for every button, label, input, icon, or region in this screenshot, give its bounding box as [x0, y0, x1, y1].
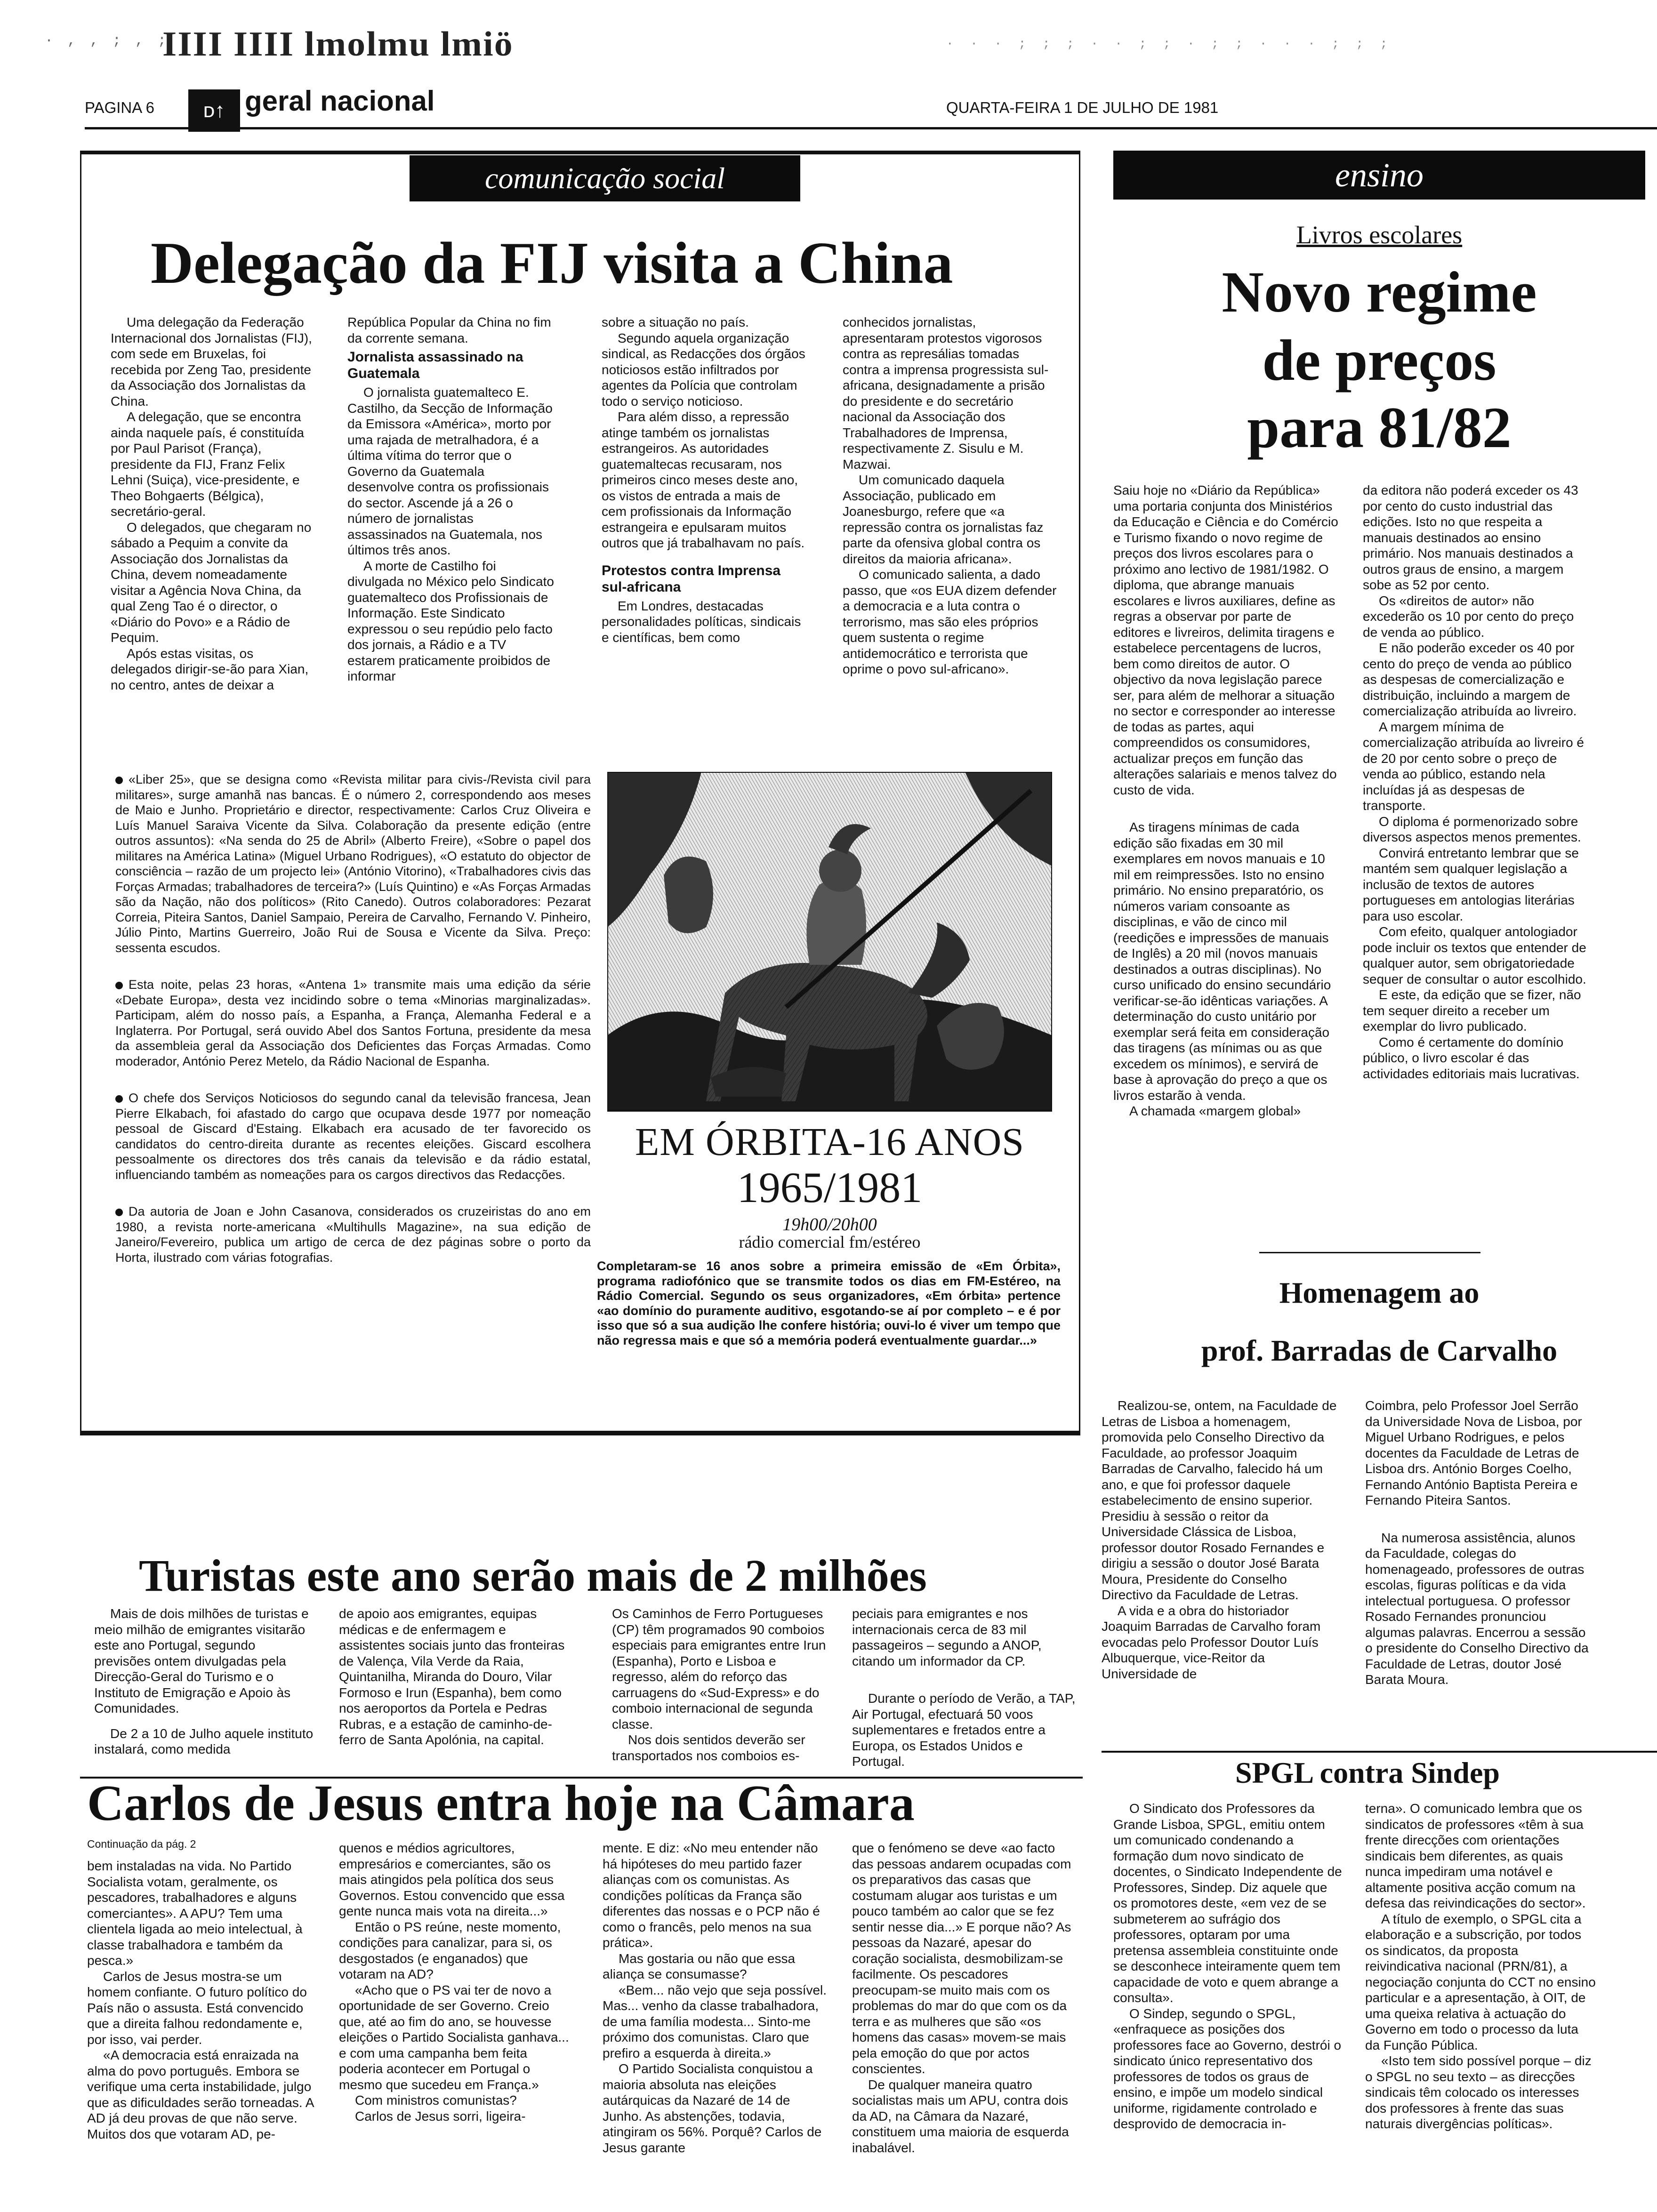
ensino-right-p: E este, da edição que se fizer, não tem sequer direito a receber um exemplar do livro publicado. — [1363, 987, 1581, 1034]
china-col3-p: Para além disso, a repressão atinge também os jornalistas estrangeiros. As autoridades guatemaltecas recusaram, nos primeiros cinco meses deste ano, os vistos de entrada a mais de cem profissionais da Informação estrangeira e epulsaram muitos outros que já trabalhavam no país. — [602, 409, 805, 550]
turistas-col-1 — [94, 1606, 315, 1757]
masthead — [0, 0, 1657, 71]
spgl-headline: SPGL contra Sindep — [1235, 1756, 1500, 1789]
carlos-col1-p: Carlos de Jesus mostra-se um homem confiante. O futuro político do País não o assusta. Está convencido que a direita falhou redondamente e, por isso, vai perder. — [87, 1969, 307, 2047]
turistas-col1-p: De 2 a 10 de Julho aquele instituto instalará, como medida — [94, 1726, 314, 1756]
china-col-2 — [347, 314, 555, 684]
ensino-headline-line1: Novo regime — [1222, 260, 1537, 324]
carlos-col2-p: quenos e médios agricultores, empresários e comerciantes, são os mais atingidos pela política dos seus Governos. Estou convencido que essa gente nunca mais vota na direita...» — [339, 1841, 565, 1918]
homenagem-left-p: A vida e a obra do historiador Joaquim Barradas de Carvalho foram evocadas pelo Professor Doutor Luís Albuquerque, vice-Reitor da Universidade de — [1102, 1603, 1321, 1681]
section-name: geral nacional — [245, 85, 435, 117]
china-col2-intro: República Popular da China no fim da corrente semana. — [347, 315, 551, 345]
spgl-right-p: A título de exemplo, o SPGL cita a elaboração e a subscrição, por todos os sindicatos, da proposta reivindicativa nacional (PRN/81), a negociação conjunta do CCT no ensino particular e a apresentação, à OIT, de uma queixa relativa à actuação do Governo em todo o processo da luta da Função Pública. — [1365, 1911, 1596, 2052]
bullet-dot — [115, 982, 123, 989]
turistas-col4-p: peciais para emigrantes e nos internacionais cerca de 83 mil passageiros – segundo a ANOP, citando um informador da CP. — [852, 1606, 1042, 1668]
orbita-station: rádio comercial fm/estéreo — [739, 1233, 921, 1251]
homenagem-headline-line1: Homenagem ao — [1279, 1276, 1480, 1309]
ensino-right-p: E não poderão exceder os 40 por cento do preço de venda ao público as despesas de comercialização e distribuição, incluindo a margem de comercialização atribuída ao livreiro. — [1363, 641, 1577, 718]
carlos-col2-p: Então o PS reúne, neste momento, condições para canalizar, para si, os desgostados (e enganados) que votaram na AD? — [339, 1919, 561, 1981]
ensino-col-right — [1363, 482, 1589, 1082]
bullet-note-casanova: Da autoria de Joan e John Casanova, considerados os cruzeiristas do ano em 1980, a revista norte-americana «Multihulls Magazine», na sua edição de Janeiro/Fevereiro, publica um artigo de cerca de dez páginas sobre o porto da Horta, ilustrado com várias fotografias. — [115, 1204, 591, 1265]
homenagem-col-right — [1365, 1398, 1591, 1688]
ensino-left-p: As tiragens mínimas de cada edição são fixadas em 30 mil exemplares em novos manuais e 10 mil em reimpressões. Isto no ensino primário. No ensino preparatório, os números variam consoante as disciplinas, e vão de cinco mil (reedições e impressões de manuais de Inglês) a 20 mil (novos manuais destinados a outras disciplinas). No curso unificado do ensino secundário verificar-se-ão idênticas variações. A determinação do custo unitário por exemplar será feita em consideração das tiragens (as mínimas ou as que excedem os mínimos), e servirá de base à aprovação do preço a que os livros estarão à venda. — [1113, 820, 1331, 1103]
spgl-right-p: terna». O comunicado lembra que os sindicatos de professores «têm à sua frente direcções com orientações sindicais bem diferentes, as quais nunca impediram uma notável e altamente positiva acção comum na defesa das reivindicações do sector». — [1365, 1801, 1586, 1910]
bullet-note-elkabach: O chefe dos Serviços Noticiosos do segundo canal da televisão francesa, Jean Pierre Elkabach, foi afastado do cargo que ocupava desde 1977 por nomeação pessoal de Giscard d'Estaing. Elkabach era acusado de ter favorecido os candidatos do centro-direita durante as recentes eleições. Giscard escolhera pessoalmente os directores dos três canais da televisão e da rádio estatal, influenciando também as nomeações para os cargos directivos das Redacções. — [115, 1091, 591, 1182]
china-col4-p: conhecidos jornalistas, apresentaram protestos vigorosos contra as represálias tomadas contra a imprensa progressista sul-africana, designadamente a prisão do presidente e do secretário nacional da Associação dos Trabalhadores de Imprensa, respectivamente Z. Sisulu e M. Mazwai. — [843, 315, 1049, 472]
china-col1-p: Após estas visitas, os delegados dirigir-se-ão para Xian, no centro, antes de deixar a — [111, 646, 309, 692]
ensino-left-p: A chamada «margem global» — [1129, 1104, 1301, 1118]
masthead-left-marks: · , , ; , ; ; — [45, 33, 192, 49]
turistas-col-3 — [612, 1606, 833, 1763]
ensino-right-p: A margem mínima de comercialização atribuída ao livreiro é de 20 por cento sobre o preço de venda ao público, estando nela incluídas já as despesas de transporte. — [1363, 719, 1584, 813]
carlos-col4-p: que o fenómeno se deve «ao facto das pessoas andarem ocupadas com os preparativos das casas que costumam alugar aos turistas e um pouco também ao calor que se fez sentir nesse dia...» E porque não? As pessoas da Nazaré, apesar do coração socialista, desmobilizam-se facilmente. Os pescadores preocupam-se muito mais com os problemas do mar do que com os da terra e as mulheres que são «os homens das casas» movem-se mais pela emoção do que por actos conscientes. — [852, 1841, 1071, 2076]
carlos-col3-p: O Partido Socialista conquistou a maioria absoluta nas eleições autárquicas da Nazaré de 14 de Junho. As abstenções, todavia, atingiram os 56%. Porquê? Carlos de Jesus garante — [603, 2061, 822, 2155]
em-orbita-artwork — [607, 772, 1052, 1252]
bullet-note-liber25: «Liber 25», que se designa como «Revista militar para civis-/Revista civil para militares», surge amanhã nas bancas. É o número 2, correspondendo aos meses de Maio e Junho. Proprietário e director, respectivamente: Carlos Cruz Oliveira e Luís Manuel Saraiva Vicente da Silva. Colaboração da presente edição (entre outros assuntos): «Na senda do 25 de Abril» (Alberto Freire), «Sobre o papel dos militares na América Latina» (Miguel Urbano Rodrigues), «O estatuto do objector de consciência – razão de um projecto lei» (António Vitorino), «Trabalhadores civis das Forças Armadas; trabalhadores de terceira?» (Luís Quintino) e «As Forças Armadas são da Nação, não dos políticos» (Rito Canedo). Outros colaboradores: Pezarat Correia, Piteira Santos, Daniel Sampaio, Pereira de Carvalho, Fernando V. Pinheiro, Júlio Pinto, Martins Guerreiro, João Rui de Sousa e Vicente da Silva. Preço: sessenta escudos. — [115, 772, 591, 955]
guatemala-subhead: Jornalista assassinado na Guatemala — [347, 349, 523, 381]
homenagem-top-rule — [1259, 1252, 1480, 1253]
ensino-left-p: Saiu hoje no «Diário da República» uma portaria conjunta dos Ministérios da Educação e Ciência e do Comércio e Turismo fixando o novo regime de preços dos livros escolares para o próximo ano lectivo de 1981/1982. O diploma, que abrange manuais escolares e livros auxiliares, define as regras a observar por parte de editores e livreiros, delimita tiragens e estabelece percentagens de lucros, bem como direitos de autor. O objectivo da nova legislação parece ser, para além de melhorar a situação no sector e corresponder ao interesse de todas as partes, aqui compreendidos os consumidores, actualizar preços em função das alterações salariais e menos talvez do custo de vida. — [1113, 483, 1338, 797]
comunicacao-banner-text: comunicação social — [484, 161, 725, 195]
spgl-col-right — [1365, 1801, 1596, 2132]
section-icon-glyph: ᴅ↑ — [203, 99, 225, 122]
ensino-banner — [1113, 151, 1645, 200]
china-col4-p: O comunicado salienta, a dado passo, que «os EUA dizem defender a democracia e a luta contra o terrorismo, mas são eles próprios quem sustenta o regime antidemocrático e terrorista que oprime o povo sul-africano». — [843, 567, 1057, 676]
spgl-left-p: O Sindicato dos Professores da Grande Lisboa, SPGL, emitiu ontem um comunicado condenando a formação dum novo sindicato de docentes, o Sindicato Independente de Professores, Sindep. Diz aquele que os promotores deste, «em vez de se submeterem ao sufrágio dos professores, optaram por uma pretensa assembleia constituinte onde se desconhece inteiramente quem tem capacidade de voto e quem abrange a consulta». — [1113, 1801, 1342, 2005]
homenagem-right-p: Coimbra, pelo Professor Joel Serrão da Universidade Nova de Lisboa, por Miguel Urbano Rodrigues, e pelos docentes da Faculdade de Letras de Lisboa drs. António Borges Coelho, Fernando António Baptista Pereira e Fernando Piteira Santos. — [1365, 1398, 1582, 1507]
ensino-right-p: Convirá entretanto lembrar que se mantém sem qualquer legislação a inclusão de textos de autores portugueses em antologias literárias para uso escolar. — [1363, 845, 1579, 923]
ensino-headline-line2: de preços — [1262, 328, 1496, 393]
china-col2-p: O jornalista guatemalteco E. Castilho, da Secção de Informação da Emissora «América», morto por uma rajada de metralhadora, é a última vítima do terror que o Governo da Guatemala desenvolve contra os profissionais do sector. Ascende já a 26 o número de jornalistas assassinados na Guatemala, nos últimos três anos. — [347, 385, 553, 557]
spgl-left-p: O Sindep, segundo o SPGL, «enfraquece as posições dos professores face ao Governo, destrói o sindicato único representativo dos professores de todos os graus de ensino, e impõe um modelo sindical uniforme, rigidamente controlado e desprovido de democracia in- — [1113, 2006, 1342, 2131]
china-col1-p: O delegados, que chegaram no sábado a Pequim a convite da Associação dos Jornalistas da China, devem nomeadamente visitar a Agência Nova China, da qual Zeng Tao é o director, o «Diário do Povo» e a Rádio de Pequim. — [111, 520, 312, 645]
comunicacao-bottom-rule — [80, 1431, 1080, 1435]
china-col1-p: Uma delegação da Federação Internacional dos Jornalistas (FIJ), com sede em Bruxelas, foi recebida por Zeng Tao, presidente da Associação dos Jornalistas da China. — [111, 315, 312, 409]
turistas-headline: Turistas este ano serão mais de 2 milhões — [139, 1550, 927, 1601]
china-col3-tail: Em Londres, destacadas personalidades políticas, sindicais e científicas, bem como — [602, 598, 801, 645]
page-date: QUARTA-FEIRA 1 DE JULHO DE 1981 — [946, 99, 1219, 116]
carlos-col3-p: mente. E diz: «No meu entender não há hipóteses do meu partido fazer alianças com os comunistas. As condições políticas da França são diferentes das nossas e o PCP não é como o francês, pelo menos na sua prática». — [603, 1841, 820, 1950]
china-col-1 — [111, 314, 318, 693]
turistas-col4-p: Durante o período de Verão, a TAP, Air Portugal, efectuará 50 voos suplementares e fretados entre a Europa, os Estados Unidos e Portugal. — [852, 1691, 1076, 1769]
carlos-col1-p: bem instaladas na vida. No Partido Socialista votam, geralmente, os pescadores, trabalhadores e alguns comerciantes». A APU? Tem uma clientela ligada ao meio intelectual, à classe trabalhadora e também da pesca.» — [87, 1859, 303, 1968]
turistas-col3-p: Os Caminhos de Ferro Portugueses (CP) têm programados 90 comboios especiais para emigrantes entre Irun (Espanha), Porto e Lisboa e regresso, além do reforço das carruagens do «Sud-Express» e do comboio internacional de segunda classe. — [612, 1606, 826, 1731]
page-header — [0, 71, 1657, 132]
bullet-notes — [115, 772, 591, 1265]
china-col1-p: A delegação, que se encontra ainda naquele país, é constituída por Paul Parisot (França), presidente da FIJ, Franz Felix Lehni (Suiça), vice-presidente, e Theo Bohgaerts (Bélgica), secretário-geral. — [111, 409, 304, 519]
header-rule — [85, 127, 1657, 129]
china-col3-intro: sobre a situação no país. — [602, 315, 749, 329]
china-col-4 — [843, 314, 1059, 677]
bullet-dot — [115, 777, 123, 784]
china-col3-p: Segundo aquela organização sindical, as Redacções dos órgãos noticiosos estão infiltrados por agentes da Polícia que controlam todo o serviço noticioso. — [602, 330, 805, 409]
masthead-title: IIII IIII lmolmu lmiö — [162, 25, 514, 64]
africa-subhead: Protestos contra Imprensa sul-africana — [602, 562, 781, 595]
ensino-right-p: Como é certamente do domínio público, o livro escolar é das actividades editoriais mais lucrativas. — [1363, 1034, 1580, 1081]
orbita-text: Completaram-se 16 anos sobre a primeira emissão de «Em Órbita», programa radiofónico que se transmite todos os dias em FM-Estéreo, na Rádio Comercial. Segundo os seus organizadores, «Em órbita» pertence «ao domínio do puramente auditivo, esgotando-se aí por completo – e é por isso que só a sua audição lhe confere história; ouvi-lo é viver um tempo que não regressa mais e que só a memória poderá eventualmente guardar...» — [597, 1259, 1061, 1347]
orbita-time: 19h00/20h00 — [782, 1215, 877, 1234]
homenagem-col-left — [1102, 1398, 1342, 1682]
ensino-right-p: Com efeito, qualquer antologiador pode incluir os textos que entender de qualquer autor, sem obrigatoriedade sequer de consultar o autor escolhido. — [1363, 924, 1586, 986]
carlos-col4-p: De qualquer maneira quatro socialistas mais um APU, contra dois da AD, na Câmara da Nazaré, constituem uma maioria de esquerda inabalável. — [852, 2077, 1069, 2155]
bullet-note-antena1: Esta noite, pelas 23 horas, «Antena 1» transmite mais uma edição da série «Debate Europa», desta vez incidindo sobre o tema «Minorias marginalizadas». Participam, além do nosso país, a Espanha, a França, Alemanha Federal e a Inglaterra. Por Portugal, será ouvido Abel dos Santos Fortuna, presidente da mesa da assembleia geral da Associação dos Deficientes das Forças Armadas. Como moderador, António Perez Metelo, da Rádio Nacional de Espanha. — [115, 978, 591, 1068]
china-col-3 — [602, 314, 809, 645]
homenagem-right-p: Na numerosa assistência, alunos da Faculdade, colegas do homenageado, professores de outras escolas, figuras políticas e da vida intelectual portuguesa. O professor Rosado Fernandes pronunciou algumas palavras. Encerrou a sessão o presidente do Conselho Directivo da Faculdade de Letras, doutor José Barata Moura. — [1365, 1530, 1589, 1687]
ensino-right-p: da editora não poderá exceder os 43 por cento do custo industrial das edições. Isto no que respeita a manuais destinados ao ensino primário. Nos manuais destinados a outros graus de ensino, a margem sobe as 52 por cento. — [1363, 483, 1578, 592]
comunicacao-top-rule — [80, 151, 1080, 154]
bullet-dot — [115, 1209, 123, 1216]
carlos-col3-p: «Bem... não vejo que seja possível. Mas... venho da classe trabalhadora, de uma família modesta... Sinto-me próximo dos comunistas. Claro que prefiro a esquerda à direita.» — [603, 1982, 827, 2060]
comunicacao-banner — [410, 155, 800, 201]
turistas-col3-p: Nos dois sentidos deverão ser transportados nos comboios es- — [612, 1732, 805, 1763]
carlos-col2-p: «Acho que o PS vai ter de novo a oportunidade de ser Governo. Creio que, até ao fim do ano, se houvesse eleições o Partido Socialista ganhava... e com uma campanha bem feita poderia acontecer em Portugal o mesmo que sucedeu em França.» — [339, 1982, 569, 2092]
page-label: PAGINA 6 — [85, 99, 154, 116]
carlos-headline: Carlos de Jesus entra hoje na Câmara — [87, 1775, 915, 1831]
bullet-dot — [115, 1095, 123, 1103]
ensino-right-p: Os «direitos de autor» não excederão os 10 por cento do preço de venda ao público. — [1363, 593, 1574, 640]
china-col4-p: Um comunicado daquela Associação, publicado em Joanesburgo, refere que «a repressão contra os jornalistas faz parte da ofensiva global contra os direitos da maioria africana». — [843, 473, 1044, 566]
spgl-top-rule — [1102, 1751, 1657, 1753]
carlos-col-3 — [603, 1840, 828, 2156]
carlos-col-4 — [852, 1840, 1078, 2156]
turistas-col-2 — [339, 1606, 570, 1748]
orbita-title-line1: EM ÓRBITA-16 ANOS — [635, 1120, 1024, 1164]
carlos-continuation: Continuação da pág. 2 — [87, 1838, 196, 1850]
ensino-col-left — [1113, 482, 1339, 1119]
carlos-col-2 — [339, 1840, 570, 2124]
turistas-col-4 — [852, 1606, 1078, 1770]
ensino-kicker: Livros escolares — [1296, 221, 1463, 249]
masthead-right-marks: · · · ; ; ; · · ; ; · ; ; · · · ; ; ; — [946, 37, 1392, 51]
china-col2-p: A morte de Castilho foi divulgada no México pelo Sindicato guatemalteco dos Profissionais de Informação. Este Sindicato expressou o seu repúdio pelo facto dos jornais, a Rádio e a TV estarem praticamente proibidos de informar — [347, 558, 554, 683]
ensino-right-p: O diploma é pormenorizado sobre diversos aspectos menos prementes. — [1363, 814, 1581, 844]
homenagem-left-p: Realizou-se, ontem, na Faculdade de Letras de Lisboa a homenagem, promovida pelo Conselho Directivo da Faculdade, ao professor Joaquim Barradas de Carvalho, falecido há um ano, e que foi professor daquele estabelecimento de ensino superior. Presidiu à sessão o reitor da Universidade Clássica de Lisboa, professor doutor Rosado Fernandes e dirigiu a sessão o doutor José Barata Moura, Presidente do Conselho Directivo da Faculdade de Letras. — [1102, 1398, 1337, 1602]
carlos-col3-p: Mas gostaria ou não que essa aliança se consumasse? — [603, 1951, 796, 1981]
turistas-col2-p: de apoio aos emigrantes, equipas médicas e de enfermagem e assistentes sociais junto das fronteiras de Valença, Vila Verde da Raia, Quintanilha, Miranda do Douro, Vilar Formoso e Irun (Espanha), bem como nos aeroportos da Portela e Pedras Rubras, e a estação de caminho-de-ferro de Santa Apolónia, na capital. — [339, 1606, 565, 1747]
ensino-headline-line3: para 81/82 — [1247, 395, 1512, 460]
spgl-right-p: «Isto tem sido possível porque – diz o SPGL no seu texto – as direcções sindicais têm colocado os interesses dos professores à frente das suas naturais divergências políticas». — [1365, 2053, 1592, 2131]
carlos-col-1 — [87, 1858, 318, 2142]
orbita-title-line2: 1965/1981 — [737, 1163, 923, 1211]
carlos-col1-p: «A democracia está enraizada na alma do povo português. Embora se verifique uma certa instabilidade, julgo que as dificuldades serão torneadas. A AD já deu provas de que não serve. Muitos dos que votaram AD, pe- — [87, 2048, 314, 2141]
carlos-col2-p: Com ministros comunistas? — [355, 2093, 517, 2108]
turistas-col1-p: Mais de dois milhões de turistas e meio milhão de emigrantes visitarão este ano Portugal, segundo previsões ontem divulgadas pela Direcção-Geral do Turismo e o Instituto de Emigração e Apoio às Comunidades. — [94, 1606, 309, 1715]
ensino-banner-text: ensino — [1335, 156, 1424, 194]
section-icon — [188, 89, 240, 132]
carlos-col2-p: Carlos de Jesus sorri, ligeira- — [355, 2108, 526, 2124]
spgl-col-left — [1113, 1801, 1344, 2132]
comunicacao-headline: Delegação da FIJ visita a China — [151, 231, 953, 296]
homenagem-headline-line2: prof. Barradas de Carvalho — [1201, 1334, 1558, 1367]
